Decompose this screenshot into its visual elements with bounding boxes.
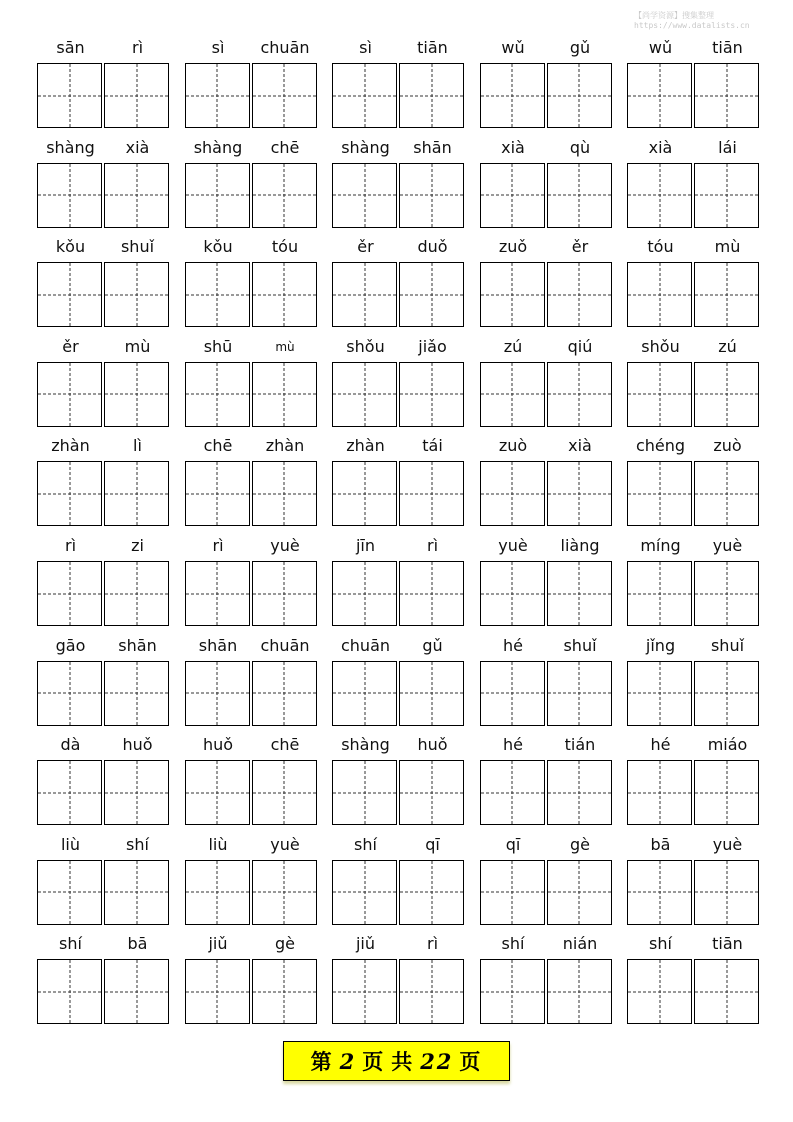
tianzige-writing-box[interactable] [547,362,612,427]
word-cell [185,932,319,1027]
pinyin-label: xià [648,137,673,157]
total-pages: 22 [420,1048,454,1074]
word-cell [37,335,171,430]
tianzige-writing-box[interactable] [185,959,250,1024]
pinyin-label: shàng [193,137,243,157]
pinyin-label: shǒu [346,336,385,356]
tianzige-writing-box[interactable] [37,860,102,925]
tianzige-writing-box[interactable] [104,262,169,327]
pinyin-label: zhàn [346,436,385,456]
word-cell [37,634,171,729]
tianzige-writing-box[interactable] [694,959,759,1024]
tianzige-writing-box[interactable] [480,661,545,726]
tianzige-writing-box[interactable] [480,959,545,1024]
word-cell [480,733,614,828]
tianzige-writing-box[interactable] [185,760,250,825]
pinyin-label: xià [568,436,592,456]
pinyin-label: liàng [560,536,600,555]
pinyin-label: zú [718,336,737,356]
word-cell [332,733,466,828]
pinyin-label: hé [503,635,523,655]
word-cell [185,534,319,629]
pinyin-label: shān [118,635,157,655]
pinyin-label: yuè [270,536,300,555]
tianzige-writing-box[interactable] [627,362,692,427]
tianzige-writing-box[interactable] [37,561,102,626]
pinyin-label: qiú [567,336,593,356]
pinyin-label: ěr [357,237,374,257]
tianzige-writing-box[interactable] [185,461,250,526]
tianzige-writing-box[interactable] [627,760,692,825]
tianzige-writing-box[interactable] [547,561,612,626]
tianzige-writing-box[interactable] [694,661,759,726]
tianzige-writing-box[interactable] [694,860,759,925]
word-cell [37,136,171,231]
pinyin-label: dà [60,735,81,755]
pinyin-label: chuān [340,635,391,655]
tianzige-writing-box[interactable] [37,163,102,228]
tianzige-writing-box[interactable] [399,461,464,526]
tianzige-writing-box[interactable] [627,262,692,327]
word-row [0,434,793,534]
page-unit: 页 [362,1049,386,1074]
word-row [0,235,793,335]
pinyin-label: gāo [55,635,86,655]
tianzige-writing-box[interactable] [252,661,317,726]
pinyin-label: tiān [417,38,448,57]
pinyin-label: shǒu [641,336,680,356]
word-cell [332,634,466,729]
pinyin-label: chuān [260,635,310,655]
word-cell [627,36,761,131]
word-cell [480,932,614,1027]
pinyin-label: xià [501,137,525,157]
pinyin-label: chē [270,137,300,157]
tianzige-writing-box[interactable] [37,760,102,825]
tianzige-writing-box[interactable] [252,362,317,427]
tianzige-writing-box[interactable] [627,561,692,626]
tianzige-writing-box[interactable] [480,461,545,526]
tianzige-writing-box[interactable] [480,760,545,825]
tianzige-writing-box[interactable] [252,959,317,1024]
word-cell [480,833,614,928]
pinyin-label: liù [60,834,81,854]
tianzige-writing-box[interactable] [627,63,692,128]
pinyin-label: sì [359,38,372,57]
pinyin-label: yuè [498,536,528,555]
tianzige-writing-box[interactable] [399,561,464,626]
word-cell [185,136,319,231]
total-prefix: 共 [391,1049,415,1074]
tianzige-writing-box[interactable] [627,860,692,925]
tianzige-writing-box[interactable] [332,561,397,626]
pinyin-label: liù [208,834,228,854]
tianzige-writing-box[interactable] [694,63,759,128]
word-cell [332,136,466,231]
tianzige-writing-box[interactable] [252,63,317,128]
pinyin-label: tái [422,436,443,456]
word-cell [185,235,319,330]
word-cell [480,534,614,629]
tianzige-writing-box[interactable] [37,362,102,427]
pinyin-label: lái [718,137,737,157]
pinyin-label: zhàn [51,436,90,456]
pinyin-label: rì [212,536,224,555]
tianzige-writing-box[interactable] [694,362,759,427]
tianzige-writing-box[interactable] [185,860,250,925]
page-number: 2 [339,1048,357,1074]
word-row [0,932,793,1032]
tianzige-writing-box[interactable] [104,561,169,626]
tianzige-writing-box[interactable] [480,362,545,427]
pinyin-label: mù [275,339,295,354]
pinyin-label: huǒ [122,735,153,755]
pinyin-label: hé [650,735,671,755]
pinyin-label: qī [505,834,521,854]
word-cell [627,634,761,729]
word-cell [185,733,319,828]
tianzige-writing-box[interactable] [252,163,317,228]
pinyin-label: míng [640,536,681,555]
pinyin-label: shàng [341,735,390,755]
tianzige-writing-box[interactable] [547,262,612,327]
word-cell [185,833,319,928]
tianzige-writing-box[interactable] [547,661,612,726]
pinyin-label: shàng [46,137,95,157]
pinyin-label: xià [125,137,150,157]
watermark [634,11,784,31]
tianzige-writing-box[interactable] [399,262,464,327]
tianzige-writing-box[interactable] [185,63,250,128]
pinyin-label: zhàn [265,436,305,456]
tianzige-writing-box[interactable] [547,760,612,825]
tianzige-writing-box[interactable] [694,561,759,626]
pinyin-label: shuǐ [710,635,745,655]
word-row [0,534,793,634]
word-cell [332,36,466,131]
pinyin-label: lì [133,436,142,456]
pinyin-label: bā [650,834,671,854]
word-cell [185,36,319,131]
tianzige-writing-box[interactable] [104,63,169,128]
pinyin-label: wǔ [648,38,673,57]
tianzige-writing-box[interactable] [37,461,102,526]
word-cell [480,335,614,430]
tianzige-writing-box[interactable] [399,362,464,427]
pinyin-label: shí [501,934,525,954]
pinyin-label: shàng [341,137,390,157]
pinyin-label: tiān [712,38,743,57]
tianzige-writing-box[interactable] [547,163,612,228]
tianzige-writing-box[interactable] [252,860,317,925]
word-cell [627,733,761,828]
pinyin-label: tóu [271,237,299,257]
page-indicator [283,1041,510,1081]
pinyin-label: jǐng [645,635,676,655]
pinyin-label: huǒ [417,735,448,755]
pinyin-label: zuǒ [498,237,528,257]
word-row [0,36,793,136]
tianzige-writing-box[interactable] [399,959,464,1024]
total-unit: 页 [459,1049,483,1074]
tianzige-writing-box[interactable] [332,262,397,327]
tianzige-writing-box[interactable] [627,461,692,526]
tianzige-writing-box[interactable] [332,661,397,726]
word-row [0,136,793,236]
tianzige-writing-box[interactable] [399,661,464,726]
pinyin-label: jīn [355,536,376,555]
pinyin-label: hé [503,735,523,755]
pinyin-label: zú [503,336,523,356]
word-cell [627,932,761,1027]
tianzige-writing-box[interactable] [332,959,397,1024]
tianzige-writing-box[interactable] [185,163,250,228]
pinyin-label: gè [275,934,295,954]
pinyin-label: tián [564,735,596,755]
pinyin-label: sān [56,38,85,57]
pinyin-label: chéng [635,436,686,456]
tianzige-writing-box[interactable] [480,860,545,925]
word-cell [332,434,466,529]
word-cell [627,534,761,629]
pinyin-label: kǒu [55,237,86,257]
word-cell [627,833,761,928]
tianzige-writing-box[interactable] [547,63,612,128]
pinyin-label: chē [203,436,233,456]
tianzige-writing-box[interactable] [399,163,464,228]
watermark-title: 【尚学资源】搜集整理 [634,11,714,20]
tianzige-writing-box[interactable] [627,661,692,726]
pinyin-label: shí [59,934,82,954]
pinyin-label: zuò [713,436,742,456]
tianzige-writing-box[interactable] [694,461,759,526]
tianzige-writing-box[interactable] [480,63,545,128]
pinyin-label: sì [211,38,225,57]
tianzige-writing-box[interactable] [104,959,169,1024]
tianzige-writing-box[interactable] [694,262,759,327]
word-cell [480,634,614,729]
word-cell [332,932,466,1027]
tianzige-writing-box[interactable] [332,461,397,526]
pinyin-label: duǒ [417,237,448,257]
word-row [0,335,793,435]
word-cell [332,335,466,430]
word-cell [37,36,171,131]
tianzige-writing-box[interactable] [185,362,250,427]
tianzige-writing-box[interactable] [185,561,250,626]
tianzige-writing-box[interactable] [547,461,612,526]
tianzige-writing-box[interactable] [185,262,250,327]
word-cell [627,434,761,529]
pinyin-label: yuè [270,834,300,854]
tianzige-writing-box[interactable] [694,163,759,228]
tianzige-writing-box[interactable] [104,661,169,726]
word-cell [332,833,466,928]
pinyin-label: kǒu [203,237,233,257]
pinyin-label: miáo [707,735,748,755]
pinyin-label: tóu [647,237,674,257]
pinyin-label: rì [64,536,77,555]
tianzige-writing-box[interactable] [399,63,464,128]
pinyin-label: shū [203,336,233,356]
word-cell [185,335,319,430]
pinyin-label: rì [426,934,439,954]
word-cell [332,235,466,330]
pinyin-label: rì [131,38,144,57]
word-row [0,733,793,833]
tianzige-writing-box[interactable] [399,760,464,825]
pinyin-label: wǔ [501,38,525,57]
pinyin-label: chuān [260,38,310,57]
pinyin-label: rì [426,536,439,555]
tianzige-writing-box[interactable] [252,461,317,526]
word-row [0,634,793,734]
tianzige-writing-box[interactable] [37,959,102,1024]
word-cell [480,235,614,330]
pinyin-label: shí [126,834,149,854]
pinyin-label: zuò [498,436,528,456]
tianzige-writing-box[interactable] [104,163,169,228]
pinyin-label: gǔ [569,38,591,57]
tianzige-writing-box[interactable] [252,760,317,825]
pinyin-label: qī [425,834,440,854]
pinyin-label: jiǔ [208,934,228,954]
pinyin-label: bā [127,934,148,954]
word-cell [480,36,614,131]
tianzige-writing-box[interactable] [37,262,102,327]
pinyin-label: mù [714,237,741,257]
tianzige-writing-box[interactable] [332,163,397,228]
tianzige-writing-box[interactable] [627,959,692,1024]
word-cell [37,235,171,330]
pinyin-label: yuè [712,536,743,555]
tianzige-writing-box[interactable] [252,561,317,626]
word-cell [37,833,171,928]
tianzige-writing-box[interactable] [185,661,250,726]
word-cell [480,434,614,529]
pinyin-label: gè [570,834,590,854]
pinyin-label: tiān [712,934,743,954]
word-cell [37,733,171,828]
tianzige-writing-box[interactable] [332,860,397,925]
pinyin-label: shuǐ [120,237,155,257]
tianzige-writing-box[interactable] [332,362,397,427]
tianzige-writing-box[interactable] [104,860,169,925]
word-cell [627,335,761,430]
pinyin-label: chē [270,735,300,755]
word-cell [37,434,171,529]
tianzige-writing-box[interactable] [627,163,692,228]
word-cell [480,136,614,231]
word-cell [37,534,171,629]
page-prefix: 第 [310,1049,334,1074]
pinyin-label: qù [569,137,591,157]
word-cell [185,634,319,729]
pinyin-label: shān [413,137,452,157]
word-cell [332,534,466,629]
tianzige-writing-box[interactable] [399,860,464,925]
tianzige-writing-box[interactable] [547,959,612,1024]
tianzige-writing-box[interactable] [480,163,545,228]
word-cell [627,235,761,330]
pinyin-label: shí [649,934,672,954]
word-cell [37,932,171,1027]
word-cell [627,136,761,231]
pinyin-label: jiǎo [418,336,447,356]
tianzige-writing-box[interactable] [252,262,317,327]
tianzige-writing-box[interactable] [480,262,545,327]
tianzige-writing-box[interactable] [332,63,397,128]
tianzige-writing-box[interactable] [104,760,169,825]
pinyin-label: gǔ [422,635,443,655]
tianzige-writing-box[interactable] [104,461,169,526]
pinyin-label: zi [131,536,144,555]
pinyin-label: shí [354,834,377,854]
tianzige-writing-box[interactable] [104,362,169,427]
watermark-url: https://www.datalists.cn [634,21,750,30]
tianzige-writing-box[interactable] [37,661,102,726]
tianzige-writing-box[interactable] [332,760,397,825]
pinyin-label: huǒ [202,735,234,755]
pinyin-label: mù [124,336,151,356]
word-row [0,833,793,933]
word-cell [185,434,319,529]
pinyin-label: ěr [62,336,79,356]
pinyin-label: shuǐ [563,635,597,655]
tianzige-writing-box[interactable] [547,860,612,925]
pinyin-label: shān [198,635,238,655]
tianzige-writing-box[interactable] [694,760,759,825]
pinyin-label: jiǔ [355,934,376,954]
pinyin-label: yuè [712,834,743,854]
pinyin-label: ěr [571,237,589,257]
tianzige-writing-box[interactable] [37,63,102,128]
tianzige-writing-box[interactable] [480,561,545,626]
pinyin-label: nián [562,934,598,954]
